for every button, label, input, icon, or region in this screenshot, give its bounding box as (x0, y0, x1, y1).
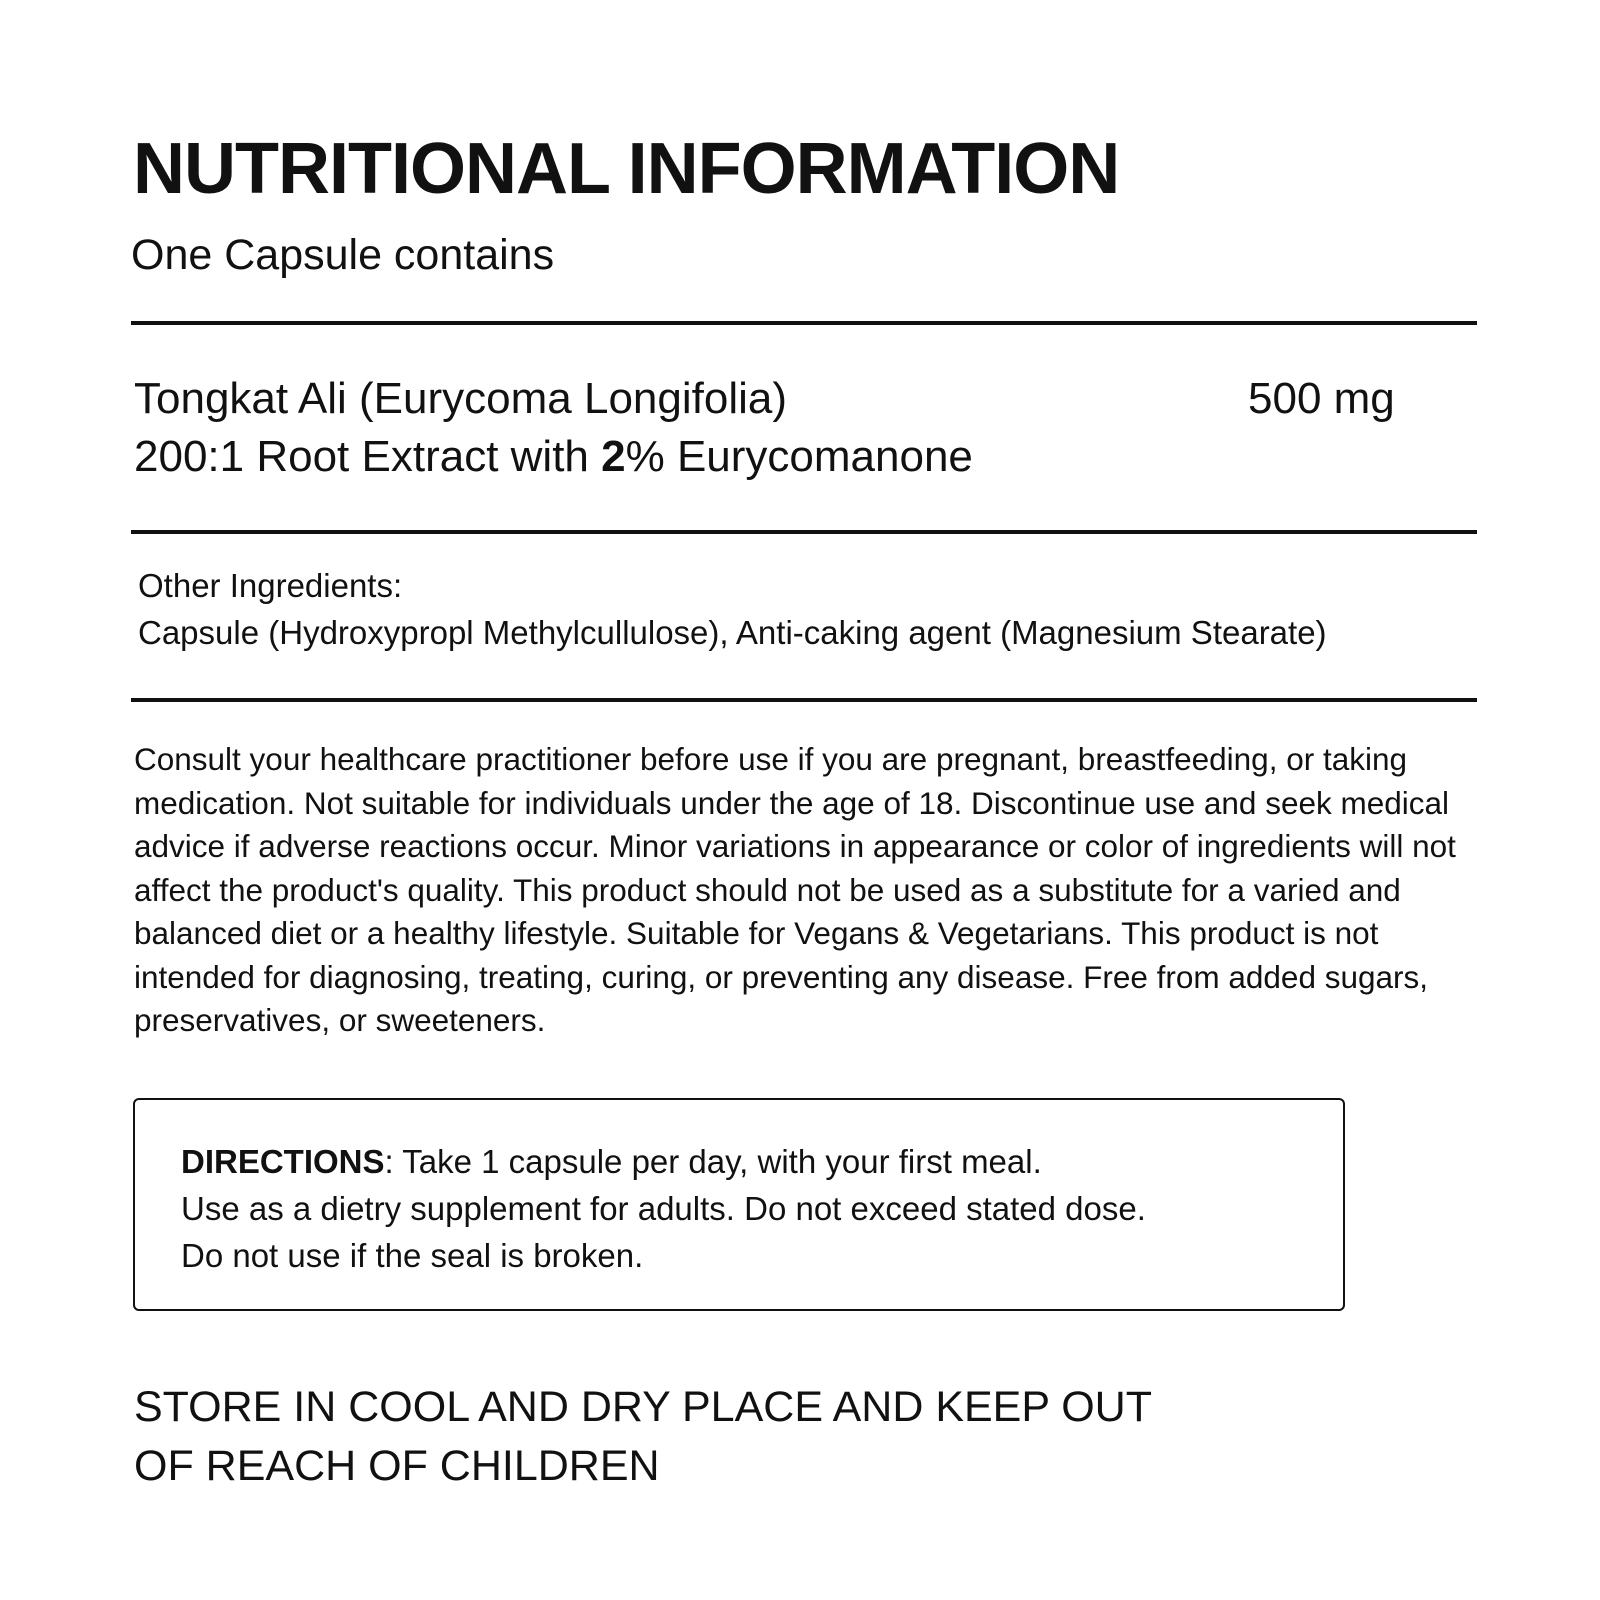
ingredient-amount: 500 mg (1248, 374, 1395, 423)
directions-dose: : Take 1 capsule per day, with your first meal. (384, 1143, 1042, 1180)
ingredient-name: Tongkat Ali (Eurycoma Longifolia) (134, 374, 787, 423)
divider-middle (131, 530, 1477, 534)
ingredient-description (134, 370, 973, 486)
other-ingredients-text: Capsule (Hydroxypropl Methylcullulose), Anti-caking agent (Magnesium Stearate) (138, 614, 1327, 651)
divider-lower (131, 698, 1477, 702)
warning-text: Consult your healthcare practitioner before use if you are pregnant, breastfeeding, or taking medication. Not suitable for individuals under the age of 18. Discontinue use and seek medical advice if adverse reactions occur. Minor variations in appearance or color of ingredients will not affect the product's quality. This product should not be used as a substitute for a varied and balanced diet or a healthy lifestyle. Suitable for Vegans & Vegetarians. This product is not intended for diagnosing, treating, curing, or preventing any disease. Free from added sugars, preservatives, or sweeteners. (134, 741, 1456, 1038)
extract-prefix: 200:1 Root Extract with (134, 432, 602, 481)
extract-suffix: % Eurycomanone (625, 432, 973, 481)
directions-line-2: Use as a dietry supplement for adults. Do not exceed stated dose. (181, 1190, 1146, 1227)
ingredient-extract (134, 428, 973, 486)
other-ingredients (138, 562, 1327, 656)
storage-notice (134, 1378, 1152, 1496)
directions-line-3: Do not use if the seal is broken. (181, 1237, 644, 1274)
storage-line-1: STORE IN COOL AND DRY PLACE AND KEEP OUT (134, 1383, 1152, 1431)
directions-text (181, 1138, 1146, 1279)
divider-top (131, 321, 1477, 325)
page-title: NUTRITIONAL INFORMATION (133, 129, 1120, 209)
extract-percentage: 2 (601, 432, 626, 481)
serving-subtitle: One Capsule contains (131, 231, 555, 279)
storage-line-2: OF REACH OF CHILDREN (134, 1442, 660, 1490)
directions-line-1 (181, 1138, 1146, 1185)
other-ingredients-label: Other Ingredients: (138, 567, 403, 604)
directions-label: DIRECTIONS (181, 1143, 385, 1180)
